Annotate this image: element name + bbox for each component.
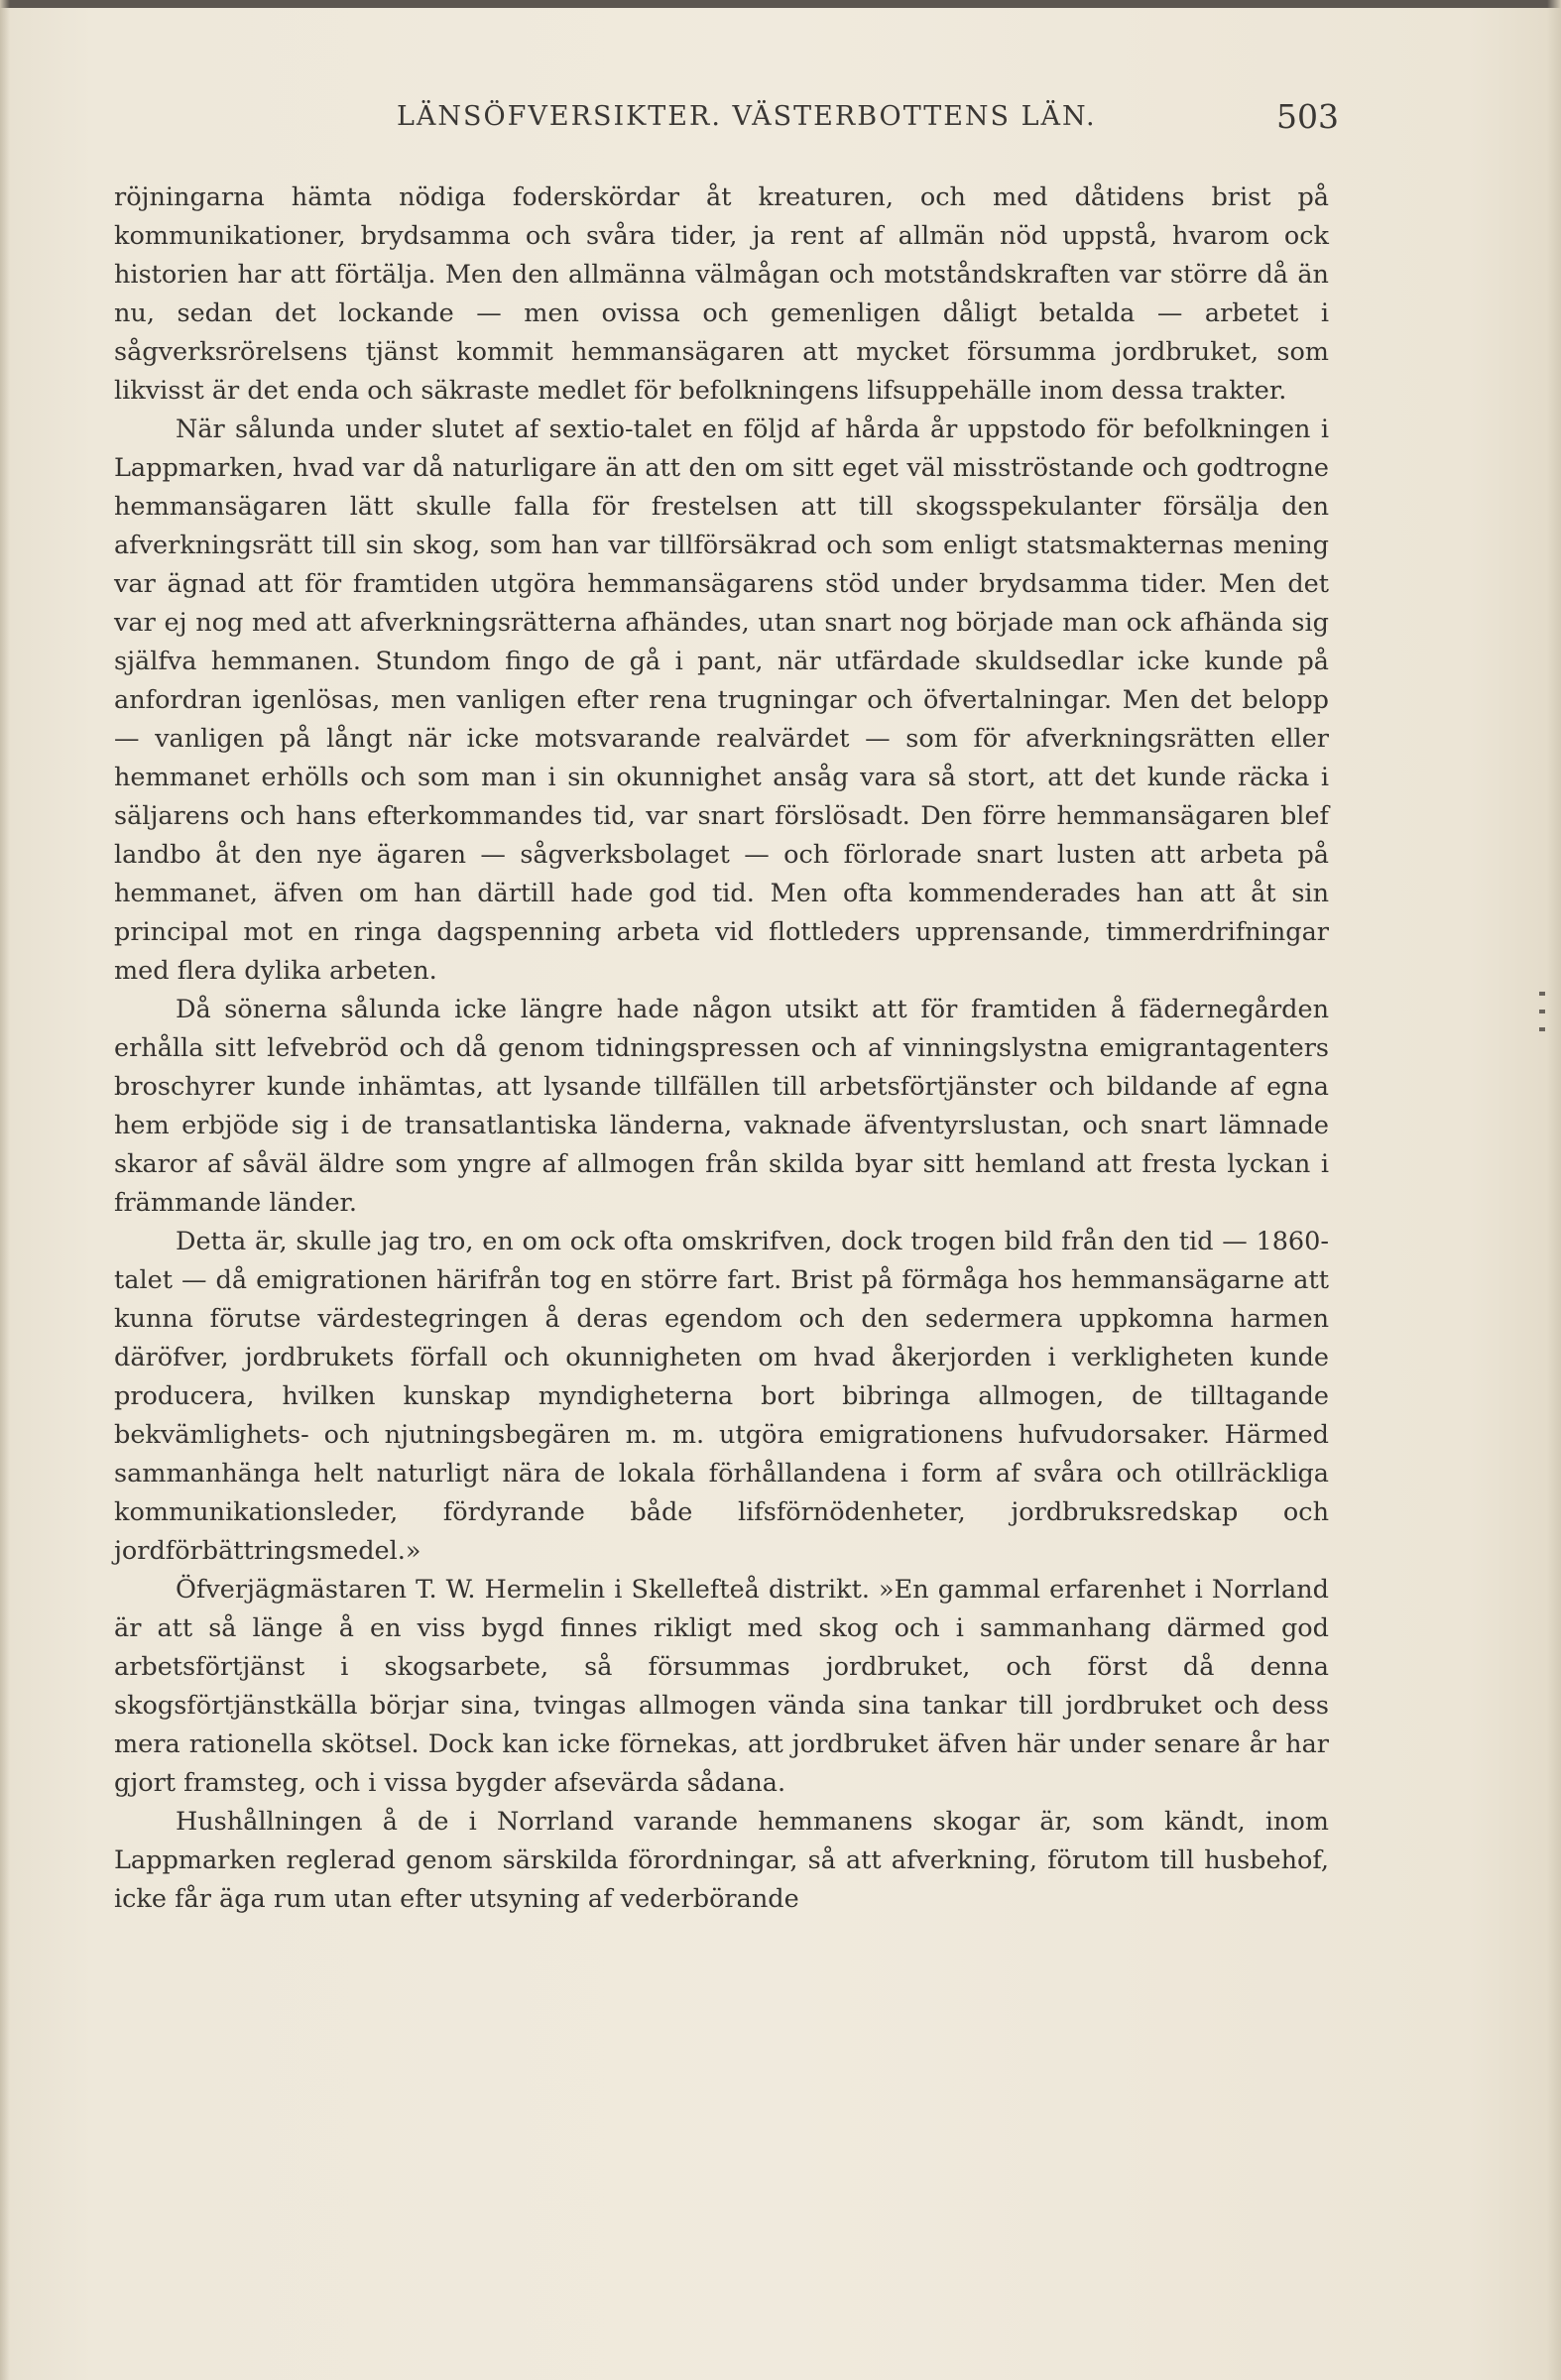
page-top-edge [0, 0, 1561, 8]
page-number: 503 [1276, 97, 1339, 136]
page-right-shadow [1547, 0, 1561, 2380]
paragraph-3: Då sönerna sålunda icke längre hade någon utsikt att för framtiden å fädernegården erhålla sitt lefvebröd och då genom tidningspressen och af vinningslystna emigrantagenters broschyrer kunde inhämtas, att lysande tillfällen till arbetsförtjänster och bildande af egna hem erbjöde sig i de transatlantiska länderna, vaknade äfventyrslustan, och snart lämnade skaror af såväl äldre som yngre af allmogen från skilda byar sitt hemland att fresta lyckan i främmande länder. [114, 995, 1329, 1218]
paragraph-5: Öfverjägmästaren T. W. Hermelin i Skellefteå distrikt. »En gammal erfarenhet i Norrland är att så länge å en viss bygd finnes rikligt med skog och i sammanhang därmed god arbetsförtjänst i skogsarbete, så försummas jordbruket, och först då denna skogsförtjänstkälla börjar sina, tvingas allmogen vända sina tankar till jordbruket och dess mera rationella skötsel. Dock kan icke förnekas, att jordbruket äfven här under senare år har gjort framsteg, och i vissa bygder afsevärda sådana. [114, 1575, 1329, 1798]
margin-mark [1539, 1010, 1545, 1013]
body-text [114, 178, 1329, 1919]
paragraph-6: Hushållningen å de i Norrland varande hemmanens skogar är, som kändt, inom Lappmarken reglerad genom särskilda förordningar, så att afverkning, förutom till husbehof, icke får äga rum utan efter utsyning af vederbörande [114, 1807, 1329, 1914]
margin-mark [1539, 1027, 1545, 1031]
page-header [109, 97, 1339, 147]
margin-marks [1539, 992, 1547, 1111]
margin-mark [1539, 992, 1545, 996]
paragraph-4: Detta är, skulle jag tro, en om ock ofta omskrifven, dock trogen bild från den tid — 1860-talet — då emigrationen härifrån tog en större fart. Brist på förmåga hos hemmansägarne att kunna förutse värdestegringen å deras egendom och den sedermera uppkomna harmen däröfver, jordbrukets förfall och okunnigheten om hvad åkerjorden i verkligheten kunde producera, hvilken kunskap myndigheterna bort bibringa allmogen, de tilltagande bekvämlighets- och njutningsbegären m. m. utgöra emigrationens hufvudorsaker. Härmed sammanhänga helt naturligt nära de lokala förhållandena i form af svåra och otillräckliga kommunikationsleder, fördyrande både lifsförnödenheter, jordbruksredskap och jordförbättringsmedel.» [114, 1227, 1329, 1566]
page-left-shadow [0, 0, 10, 2380]
running-head: LÄNSÖFVERSIKTER. VÄSTERBOTTENS LÄN. [397, 101, 1097, 132]
paragraph-1: röjningarna hämta nödiga foderskördar åt kreaturen, och med dåtidens brist på kommunikationer, brydsamma och svåra tider, ja rent af allmän nöd uppstå, hvarom ock historien har att förtälja. Men den allmänna välmågan och motståndskraften var större då än nu, sedan det lockande — men ovissa och gemenligen dåligt betalda — arbetet i sågverksrörelsens tjänst kommit hemmansägaren att mycket försumma jordbruket, som likvisst är det enda och säkraste medlet för befolkningens lifsuppehälle inom dessa trakter. [114, 182, 1329, 406]
paragraph-2: När sålunda under slutet af sextio-talet en följd af hårda år uppstodo för befolkningen i Lappmarken, hvad var då naturligare än att den om sitt eget väl misströstande och godtrogne hemmansägaren lätt skulle falla för frestelsen att till skogsspekulanter försälja den afverkningsrätt till sin skog, som han var tillförsäkrad och som enligt statsmakternas mening var ägnad att för framtiden utgöra hemmansägarens stöd under brydsamma tider. Men det var ej nog med att afverkningsrätterna afhändes, utan snart nog började man ock afhända sig själfva hemmanen. Stundom fingo de gå i pant, när utfärdade skuldsedlar icke kunde på anfordran igenlösas, men vanligen efter rena trugningar och öfvertalningar. Men det belopp — vanligen på långt när icke motsvarande realvärdet — som för afverkningsrätten eller hemmanet erhölls och som man i sin okunnighet ansåg vara så stort, att det kunde räcka i säljarens och hans efterkommandes tid, var snart förslösadt. Den förre hemmansägaren blef landbo åt den nye ägaren — sågverksbolaget — och förlorade snart lusten att arbeta på hemmanet, äfven om han därtill hade god tid. Men ofta kommenderades han att åt sin principal mot en ringa dagspenning arbeta vid flottleders upprensande, timmerdrifningar med flera dylika arbeten. [114, 415, 1329, 986]
